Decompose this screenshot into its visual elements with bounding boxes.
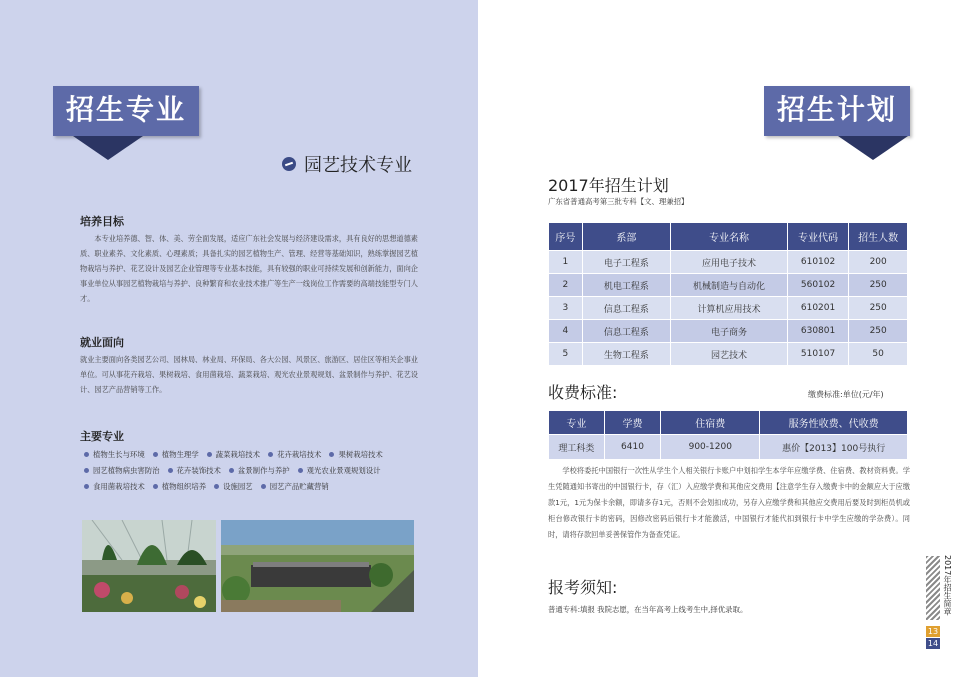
table-cell: 3 [549,297,583,320]
plan-header-cell: 招生人数 [849,223,908,251]
course-item: 花卉装饰技术 [168,462,221,478]
fee-paragraph: 学校将委托中国银行一次性从学生个人相关银行卡账户中划扣学生本学年应缴学费、住宿费、教材资料费。学生凭随通知书寄出的中国银行卡，存（汇）入应缴学费和其他应交费用【注意学生存入缴费卡中的金额应大于应缴款1元，1元为保卡余额，即请多存1元，否则不会划扣成功，另存入应缴学费和其他应交费用后要及时到柜员机或柜台修改银行卡的密码，因修改密码后银行卡才能激活，中国银行才能代扣到银行卡中学生应缴的学杂费）。同时，请将存款回单妥善保管作为备查凭证。 [548,466,910,539]
plan-table [548,222,908,366]
table-cell: 560102 [787,274,849,297]
table-cell: 应用电子技术 [671,251,788,274]
table-cell: 6410 [604,435,660,460]
table-cell: 机械制造与自动化 [671,274,788,297]
plan-header-cell: 专业代码 [787,223,849,251]
side-label: 2017年招生简章 [943,555,952,616]
dot-icon [268,452,273,457]
table-cell: 630801 [787,320,849,343]
fee-title: 收费标准: [548,383,618,402]
major-title [282,151,412,177]
fee-table [548,410,908,460]
goal-heading: 培养目标 [80,215,124,228]
fee-header-cell: 专业 [549,411,605,435]
table-cell: 250 [849,274,908,297]
table-cell: 理工科类 [549,435,605,460]
page-number: 14 [927,639,939,648]
bullet-icon [282,157,296,171]
table-cell: 惠价【2013】100号执行 [760,435,908,460]
course-item: 植物生理学 [153,446,199,462]
plan-title: 2017年招生计划 [548,176,669,195]
fee-unit: 缴费标准:单位(元/年) [808,390,884,399]
page-number: 13 [927,627,939,636]
fee-header-row [549,411,908,435]
table-cell: 信息工程系 [582,297,670,320]
career-text [80,352,418,397]
table-cell: 50 [849,343,908,366]
course-item: 花卉栽培技术 [268,446,321,462]
table-cell: 900-1200 [661,435,760,460]
table-cell: 4 [549,320,583,343]
table-row [549,320,908,343]
table-cell: 250 [849,320,908,343]
table-cell: 电子商务 [671,320,788,343]
table-cell: 信息工程系 [582,320,670,343]
table-cell: 电子工程系 [582,251,670,274]
side-strip [926,556,940,620]
greenhouse-image [82,520,216,612]
major-title-text: 园艺技术专业 [304,155,412,176]
dot-icon [84,452,89,457]
course-item: 园艺植物病虫害防治 [84,462,160,478]
courses-heading: 主要专业 [80,430,124,443]
apply-text: 普通专科:填报 我院志愿，在当年高考上线考生中,择优录取。 [548,605,748,614]
dot-icon [229,468,234,473]
campus-photo [221,520,414,612]
table-cell: 610201 [787,297,849,320]
course-item: 设施园艺 [214,478,253,494]
dot-icon [261,484,266,489]
apply-title: 报考须知: [548,578,618,597]
fee-header-cell: 学费 [604,411,660,435]
course-item: 蔬菜栽培技术 [207,446,260,462]
course-item: 盆景制作与养护 [229,462,290,478]
dot-icon [207,452,212,457]
career-heading: 就业面向 [80,336,124,349]
table-cell: 5 [549,343,583,366]
plan-subtitle: 广东省普通高考第三批专科【文、理兼招】 [548,197,689,206]
dot-icon [153,484,158,489]
right-banner-fold [828,136,908,166]
dot-icon [329,452,334,457]
table-row [549,435,908,460]
table-cell: 610102 [787,251,849,274]
dot-icon [168,468,173,473]
table-cell: 1 [549,251,583,274]
plan-header-cell: 序号 [549,223,583,251]
fee-header-cell: 住宿费 [661,411,760,435]
table-cell: 250 [849,297,908,320]
goal-text [80,231,418,306]
plan-header-row [549,223,908,251]
course-item: 食用菌栽培技术 [84,478,145,494]
right-banner: 招生计划 [764,86,910,136]
table-cell: 计算机应用技术 [671,297,788,320]
table-cell: 2 [549,274,583,297]
course-item: 植物组织培养 [153,478,206,494]
course-item: 园艺产品贮藏营销 [261,478,329,494]
campus-image [221,520,414,612]
career-paragraph: 就业主要面向各类园艺公司、园林局、林业局、环保局、各大公园、风景区、旅游区、居住区等相关企事业单位。可从事花卉栽培、果树栽培、食用菌栽培、蔬菜栽培、观光农业景观规划、盆景制作与养护、花艺设计、园艺产品营销等工作。 [80,355,418,394]
goal-paragraph: 本专业培养德、智、体、美、劳全面发展，适应广东社会发展与经济建设需求，具有良好的思想道德素质、职业素养、文化素质、心理素质；具备扎实的园艺植物生产、管理、经营等基础知识，熟练掌握园艺植物栽培与养护、花艺设计及园艺企业管理等专业基本技能，具有较强的职业可持续发展和创新能力，面向企事业单位从事园艺植物栽培与养护、良种繁育和农业技术推广等生产一线岗位工作需要的高端技能型专门人才。 [80,234,418,303]
course-list [84,446,424,494]
left-banner-fold [73,136,153,166]
course-item: 果树栽培技术 [329,446,382,462]
greenhouse-photo [82,520,216,612]
plan-header-cell: 专业名称 [671,223,788,251]
table-row [549,297,908,320]
table-cell: 生物工程系 [582,343,670,366]
table-cell: 园艺技术 [671,343,788,366]
table-cell: 510107 [787,343,849,366]
table-row [549,343,908,366]
table-row [549,251,908,274]
dot-icon [153,452,158,457]
table-row [549,274,908,297]
dot-icon [84,468,89,473]
course-item: 观光农业景观规划设计 [298,462,381,478]
fee-header-cell: 服务性收费、代收费 [760,411,908,435]
dot-icon [214,484,219,489]
dot-icon [84,484,89,489]
left-banner: 招生专业 [53,86,199,136]
course-item: 植物生长与环境 [84,446,145,462]
fee-text [548,463,910,543]
dot-icon [298,468,303,473]
table-cell: 机电工程系 [582,274,670,297]
table-cell: 200 [849,251,908,274]
plan-header-cell: 系部 [582,223,670,251]
